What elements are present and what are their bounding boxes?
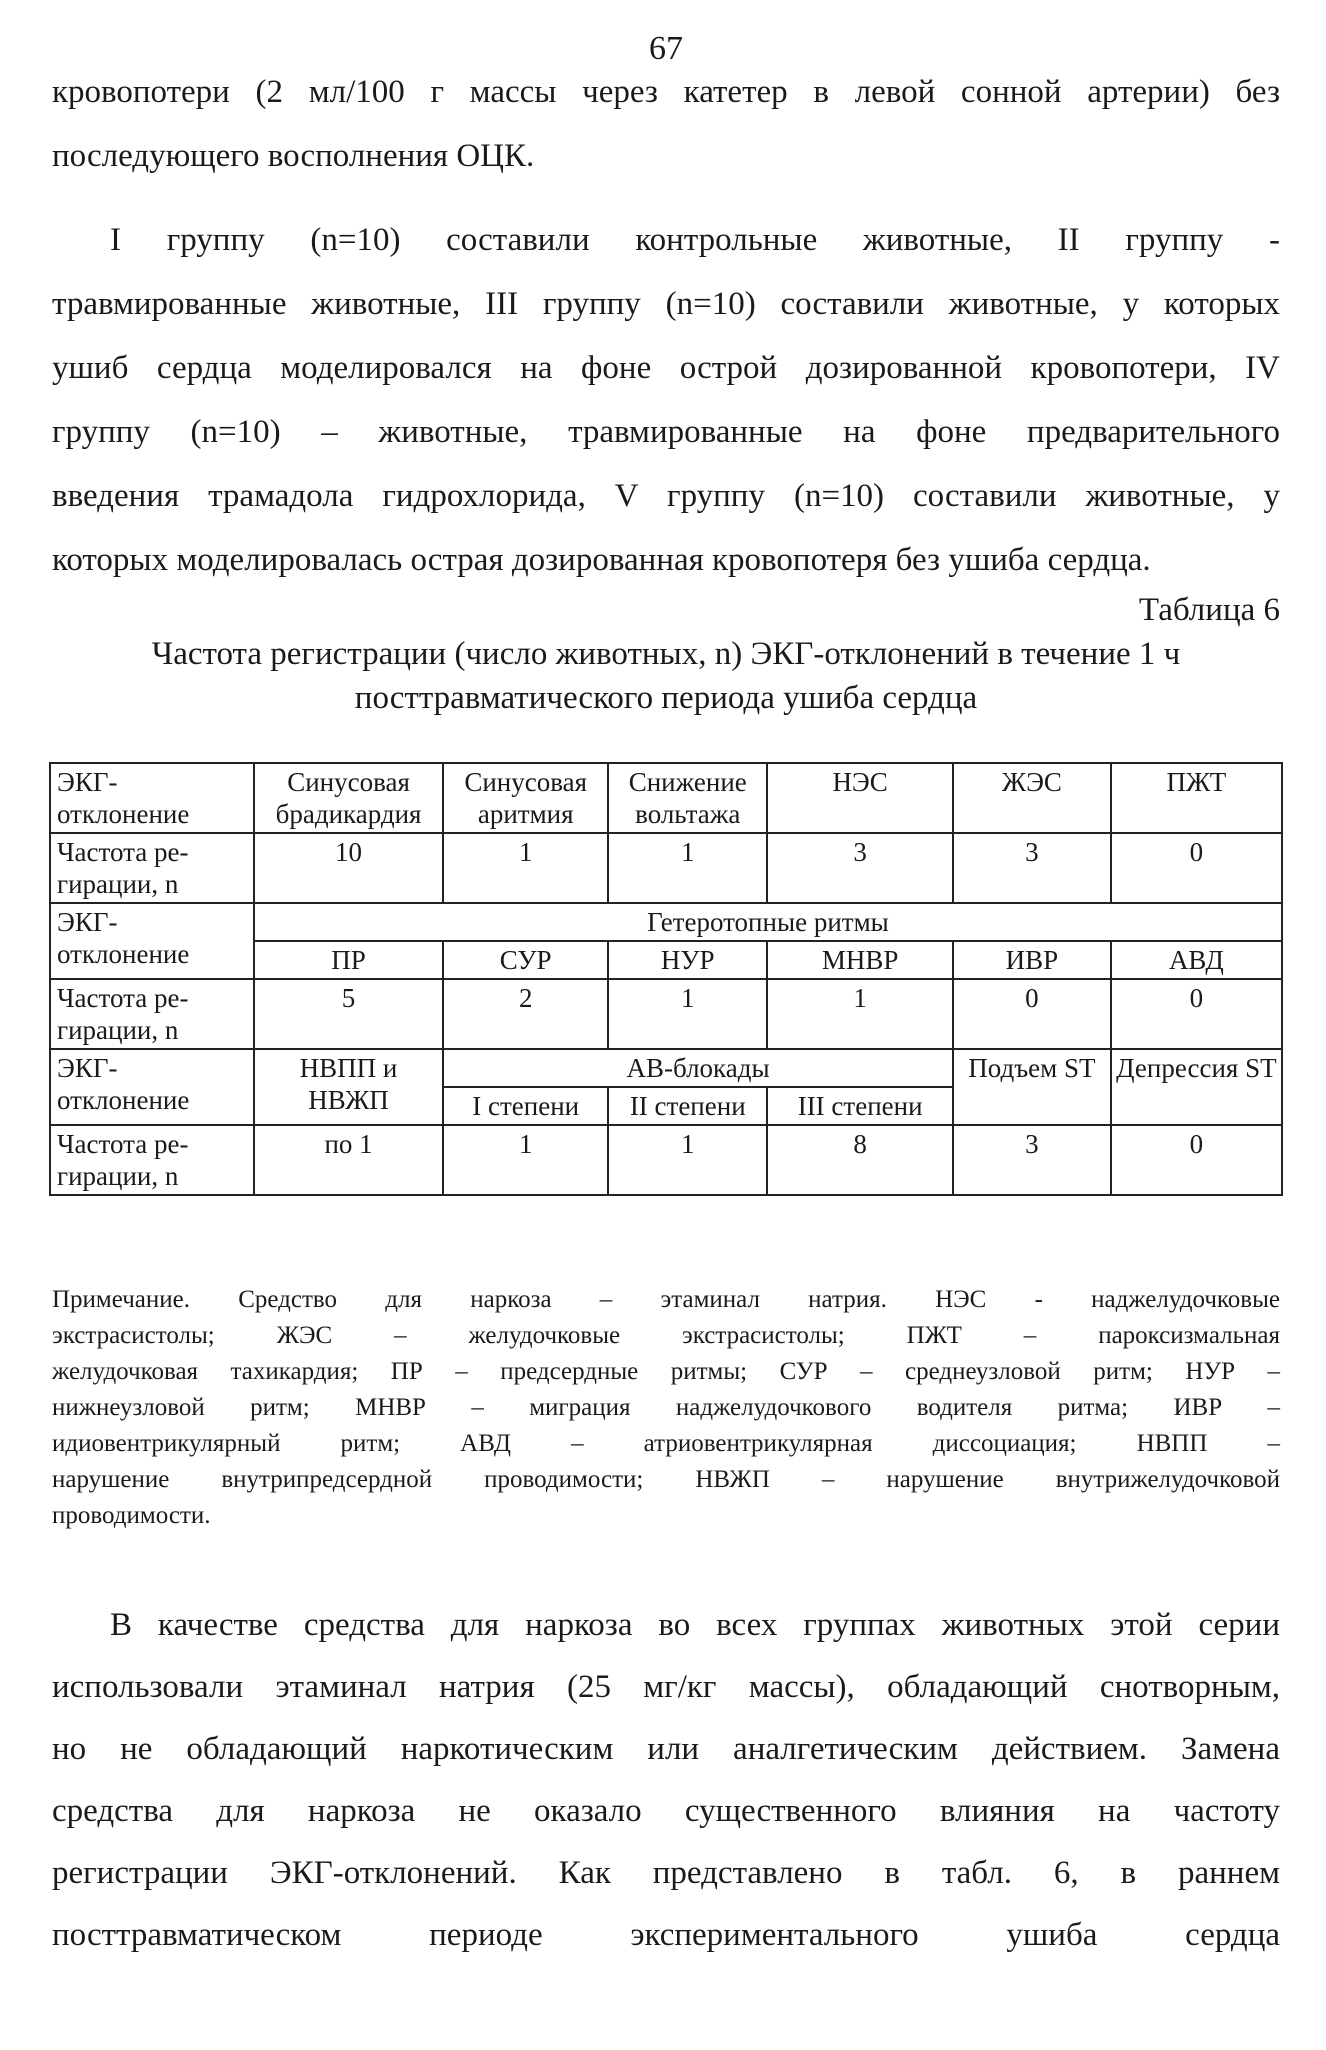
note-line: Примечание. Средство для наркоза – этаминал натрия. НЭС - наджелудочковые [52,1286,1280,1313]
table-cell: 3 [953,833,1111,903]
table-cell: 0 [953,979,1111,1049]
table-cell: Депрессия ST [1111,1049,1282,1125]
text-line: посттравматическом периоде экспериментального ушиба сердца [52,1917,1280,1953]
table-cell: НВПП и НВЖП [254,1049,443,1125]
text-line: I группу (n=10) составили контрольные животные, II группу - [110,222,1280,258]
group-header: Гетеротопные ритмы [254,903,1282,941]
table-cell: Снижение вольтажа [608,763,767,833]
text-line: травмированные животные, III группу (n=10) составили животные, у которых [52,286,1280,322]
text-line: средства для наркоза не оказало существенного влияния на частоту [52,1793,1280,1829]
table-cell: 1 [767,979,953,1049]
table-cell: 2 [443,979,608,1049]
table-cell: ПЖТ [1111,763,1282,833]
table-cell: СУР [443,941,608,979]
table-cell: I степени [443,1087,608,1125]
table-cell: 0 [1111,1125,1282,1195]
table-row [50,1125,1282,1195]
row-header: Частота ре-гирации, n [50,833,254,903]
table-cell: по 1 [254,1125,443,1195]
note-line: нарушение внутрипредсердной проводимости; НВЖП – нарушение внутрижелудочковой [52,1466,1280,1493]
text-line: В качестве средства для наркоза во всех группах животных этой серии [110,1607,1280,1643]
note-line: проводимости. [52,1502,211,1529]
table-cell: 0 [1111,979,1282,1049]
table-cell: Подъем ST [953,1049,1111,1125]
table-cell: МНВР [767,941,953,979]
table-cell: ЖЭС [953,763,1111,833]
text-line: но не обладающий наркотическим или аналгетическим действием. Замена [52,1731,1280,1767]
table-cell: 8 [767,1125,953,1195]
table-title-line: посттравматического периода ушиба сердца [354,680,978,716]
table-cell: 1 [443,833,608,903]
table-row [50,979,1282,1049]
row-header: ЭКГ-отклонение [50,1049,254,1125]
row-header: Частота ре-гирации, n [50,979,254,1049]
table-cell: ПР [254,941,443,979]
table-cell: II степени [608,1087,767,1125]
row-header: Частота ре-гирации, n [50,1125,254,1195]
paragraph-1 [52,60,1280,188]
table-cell: Синусовая аритмия [443,763,608,833]
note-line: идиовентрикулярный ритм; АВД – атриовентрикулярная диссоциация; НВПП – [52,1430,1280,1457]
table-cell: 1 [608,979,767,1049]
text-line: последующего восполнения ОЦК. [52,138,535,174]
text-line: введения трамадола гидрохлорида, V группу (n=10) составили животные, у [52,478,1280,514]
table-cell: 0 [1111,833,1282,903]
paragraph-2 [52,208,1280,592]
table-cell: ИВР [953,941,1111,979]
text-line: которых моделировалась острая дозированная кровопотеря без ушиба сердца. [52,542,1151,578]
table-cell: 1 [443,1125,608,1195]
table-row [50,763,1282,833]
row-header: ЭКГ-отклонение [50,903,254,979]
note-line: экстрасистолы; ЖЭС – желудочковые экстрасистолы; ПЖТ – пароксизмальная [52,1322,1280,1349]
table-row [50,1049,1282,1087]
text-line: ушиб сердца моделировался на фоне острой дозированной кровопотери, IV [52,350,1280,386]
table-title-line: Частота регистрации (число животных, n) ЭКГ-отклонений в течение 1 ч [151,636,1181,672]
text-line: регистрации ЭКГ-отклонений. Как представлено в табл. 6, в раннем [52,1855,1280,1891]
table-cell: Синусовая брадикардия [254,763,443,833]
row-header: ЭКГ-отклонение [50,763,254,833]
note-line: желудочковая тахикардия; ПР – предсердные ритмы; СУР – среднеузловой ритм; НУР – [52,1358,1280,1385]
table-cell: 10 [254,833,443,903]
table-note [52,1282,1280,1534]
table-cell: 3 [953,1125,1111,1195]
table-row [50,903,1282,941]
note-line: нижнеузловой ритм; МНВР – миграция наджелудочкового водителя ритма; ИВР – [52,1394,1280,1421]
table-title [52,632,1280,720]
table-cell: НУР [608,941,767,979]
page-number: 67 [649,30,683,67]
text-line: использовали этаминал натрия (25 мг/кг массы), обладающий снотворным, [52,1669,1280,1705]
ecg-deviation-table [49,762,1283,1196]
table-cell: 1 [608,833,767,903]
table-row [50,833,1282,903]
table-cell: 3 [767,833,953,903]
table-cell: АВД [1111,941,1282,979]
table-cell: 1 [608,1125,767,1195]
paragraph-3 [52,1594,1280,1966]
table-cell: НЭС [767,763,953,833]
table-cell: III степени [767,1087,953,1125]
text-line: кровопотери (2 мл/100 г массы через катетер в левой сонной артерии) без [52,74,1280,110]
table-cell: 5 [254,979,443,1049]
table-label: Таблица 6 [1138,592,1280,628]
group-header: АВ-блокады [443,1049,953,1087]
text-line: группу (n=10) – животные, травмированные на фоне предварительного [52,414,1280,450]
